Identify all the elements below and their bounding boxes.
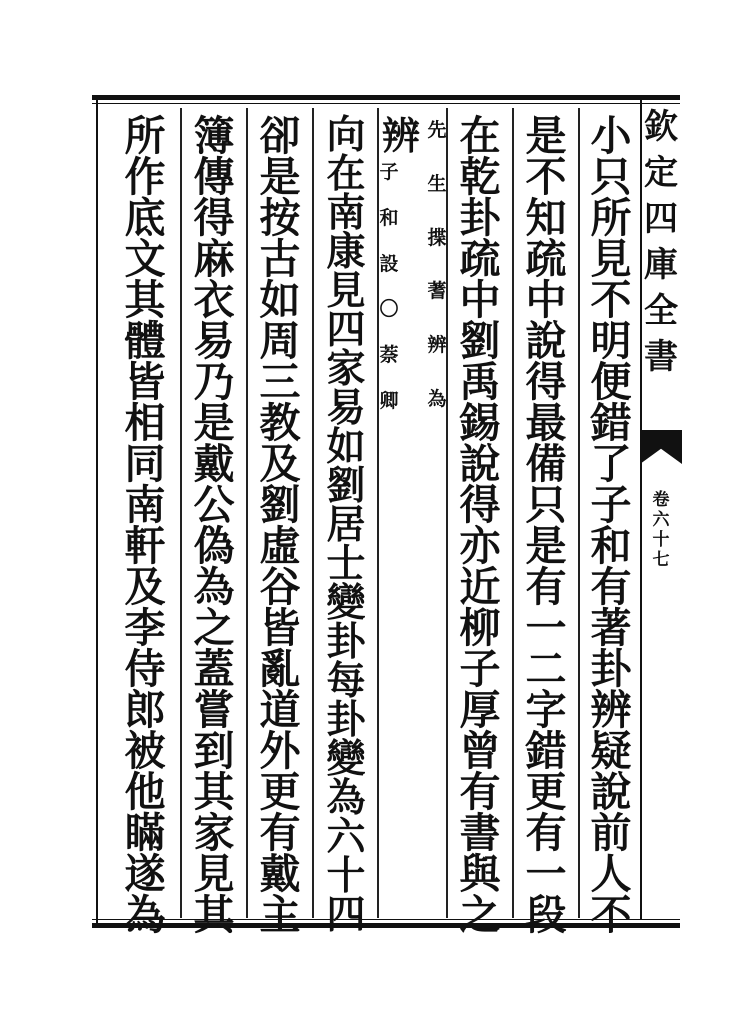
glyph: 有 [590,563,632,611]
glyph: 有 [525,563,567,611]
glyph: 其 [124,276,166,324]
glyph: 得 [459,481,501,529]
text-column-4-main: 辨 [382,113,421,158]
glyph: 古 [259,235,301,283]
glyph: 之 [193,604,235,652]
glyph: 蓋 [193,645,235,693]
interlinear-note-right [426,120,448,410]
glyph: 主 [259,891,301,939]
text-column-8 [117,112,173,939]
glyph: 前 [590,809,632,857]
fishtail-mark [640,430,682,464]
glyph: 錯 [525,727,567,775]
glyph: 周 [259,317,301,365]
glyph: 只 [590,153,632,201]
glyph: 之 [459,891,501,939]
glyph: 庫 [644,245,678,285]
glyph: 底 [124,194,166,242]
glyph: 四 [644,199,678,239]
glyph: 最 [525,399,567,447]
glyph: 四 [326,307,366,353]
glyph: 和 [590,522,632,570]
text-column-3 [452,112,508,939]
glyph: 說 [459,440,501,488]
glyph: 有 [259,809,301,857]
glyph: 萘 [379,344,399,367]
glyph: 所 [590,194,632,242]
glyph: 遂 [124,850,166,898]
glyph: 在 [459,112,501,160]
glyph: 更 [525,768,567,816]
glyph: 卻 [259,112,301,160]
glyph: 郎 [124,686,166,734]
glyph: 見 [193,850,235,898]
glyph: 更 [259,768,301,816]
glyph: 谷 [259,563,301,611]
glyph: 不 [590,891,632,939]
glyph: 為 [124,891,166,939]
glyph: 是 [525,112,567,160]
glyph: 柳 [459,604,501,652]
glyph: 如 [259,276,301,324]
glyph: 三 [259,358,301,406]
glyph: 其 [193,768,235,816]
glyph: 所 [124,112,166,160]
glyph: 偽 [193,522,235,570]
glyph: 教 [259,399,301,447]
glyph: 簿 [193,112,235,160]
glyph: 全 [644,291,678,331]
glyph: 與 [459,850,501,898]
glyph: 外 [259,727,301,775]
glyph: 侍 [124,645,166,693]
glyph: 為 [193,563,235,611]
glyph: 卷 [652,490,670,510]
glyph: 書 [459,809,501,857]
glyph: 是 [525,522,567,570]
glyph: 禹 [459,358,501,406]
glyph: 道 [259,686,301,734]
glyph: 乃 [193,358,235,406]
glyph: 蓍 [427,280,447,303]
glyph: 卦 [326,697,366,743]
glyph: 康 [326,229,366,275]
glyph: 嘗 [193,686,235,734]
interlinear-note-left [378,162,400,412]
glyph: 居 [326,502,366,548]
glyph: 劉 [326,463,366,509]
glyph: 十 [326,853,366,899]
glyph: 揲 [427,226,447,249]
glyph: 著 [590,604,632,652]
glyph: 按 [259,194,301,242]
glyph: 劉 [259,481,301,529]
glyph: 生 [427,172,447,195]
glyph: 及 [124,563,166,611]
glyph: 其 [193,891,235,939]
glyph: 見 [326,268,366,314]
top-border-thick [92,95,680,100]
glyph: 明 [590,317,632,365]
glyph: 小 [590,112,632,160]
glyph: 向 [326,112,366,158]
glyph: 便 [590,358,632,406]
glyph: 亂 [259,645,301,693]
glyph: 同 [124,440,166,488]
glyph: 麻 [193,235,235,283]
text-column-1 [583,112,639,939]
text-column-2 [518,112,574,939]
glyph: 戴 [193,440,235,488]
glyph: 卦 [459,194,501,242]
glyph: 為 [427,387,447,410]
glyph: 一 [525,850,567,898]
glyph: 李 [124,604,166,652]
glyph: 變 [326,580,366,626]
glyph: 家 [193,809,235,857]
glyph: 曾 [459,727,501,775]
glyph: 見 [590,235,632,283]
glyph: 六 [652,510,670,530]
glyph: 皆 [259,604,301,652]
text-column-5 [318,112,374,938]
glyph: 乾 [459,153,501,201]
glyph: 設 [379,252,399,275]
glyph: 二 [525,645,567,693]
glyph: 是 [193,399,235,447]
glyph: 軒 [124,522,166,570]
glyph: 每 [326,658,366,704]
glyph: 卦 [326,619,366,665]
glyph: 不 [525,153,567,201]
glyph: 中 [525,276,567,324]
glyph: 只 [525,481,567,529]
glyph: 到 [193,727,235,775]
glyph: 一 [525,604,567,652]
glyph: 辨 [427,334,447,357]
glyph: 十 [652,530,670,550]
glyph: 六 [326,814,366,860]
glyph: 人 [590,850,632,898]
glyph: 有 [459,768,501,816]
glyph: 瞞 [124,809,166,857]
glyph: 近 [459,563,501,611]
column-divider [512,108,514,918]
glyph: 及 [259,440,301,488]
glyph: 先 [427,119,447,141]
glyph: 說 [590,768,632,816]
glyph: 備 [525,440,567,488]
glyph: 錫 [459,399,501,447]
glyph: 是 [259,153,301,201]
glyph: 疑 [590,727,632,775]
glyph: 公 [193,481,235,529]
glyph: 得 [193,194,235,242]
glyph: 南 [326,190,366,236]
glyph: 如 [326,424,366,470]
glyph: 書 [644,337,678,377]
glyph: 段 [525,891,567,939]
glyph: 家 [326,346,366,392]
book-title [640,104,682,380]
glyph: 辨 [590,686,632,734]
glyph: 疏 [459,235,501,283]
glyph: 有 [525,809,567,857]
glyph: 在 [326,151,366,197]
left-border [96,100,98,925]
top-border-thin [92,103,680,104]
glyph: 亦 [459,522,501,570]
glyph: 文 [124,235,166,283]
glyph: 衣 [193,276,235,324]
text-column-7 [186,112,242,939]
glyph: 他 [124,768,166,816]
glyph: 子 [459,645,501,693]
glyph: 易 [326,385,366,431]
glyph: 不 [590,276,632,324]
text-column-6 [252,112,308,939]
glyph: 欽 [644,107,678,147]
glyph: 錯 [590,399,632,447]
glyph: 被 [124,727,166,775]
glyph: 子 [379,161,399,183]
glyph: 子 [590,481,632,529]
glyph: 戴 [259,850,301,898]
glyph: 卿 [379,389,399,412]
glyph: 虛 [259,522,301,570]
glyph: 皆 [124,358,166,406]
page-edge-strip [640,100,682,920]
glyph: 七 [652,550,670,570]
glyph: 卦 [590,645,632,693]
glyph: 四 [326,892,366,938]
volume-number [644,490,678,570]
glyph: 疏 [525,235,567,283]
glyph: 中 [459,276,501,324]
glyph: 體 [124,317,166,365]
glyph: 定 [644,153,678,193]
glyph: 為 [326,775,366,821]
glyph: 字 [525,686,567,734]
column-divider [312,108,314,918]
column-divider [180,108,182,918]
glyph: 得 [525,358,567,406]
glyph: 傳 [193,153,235,201]
column-divider [578,108,580,918]
glyph: 易 [193,317,235,365]
glyph: 相 [124,399,166,447]
glyph: 了 [590,440,632,488]
glyph: 知 [525,194,567,242]
glyph: 厚 [459,686,501,734]
glyph: 變 [326,736,366,782]
text-column-4 [379,113,450,416]
glyph: 士 [326,541,366,587]
glyph: 〇 [379,298,399,321]
glyph: 作 [124,153,166,201]
glyph: 說 [525,317,567,365]
glyph: 和 [379,206,399,229]
glyph: 南 [124,481,166,529]
glyph: 劉 [459,317,501,365]
column-divider [246,108,248,918]
